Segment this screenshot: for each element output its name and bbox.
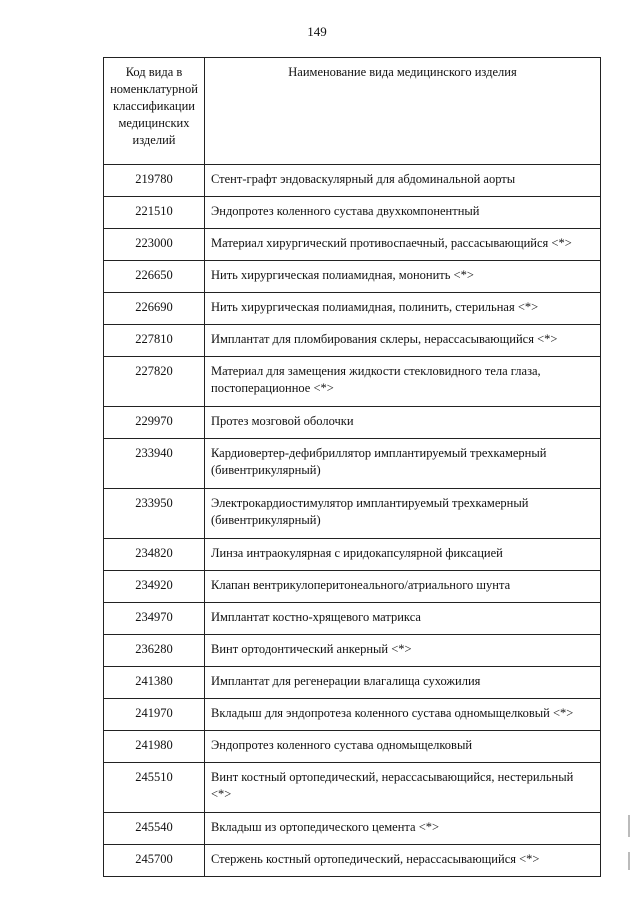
- row-code: 245700: [104, 845, 205, 877]
- row-code: 221510: [104, 197, 205, 229]
- row-name: Вкладыш из ортопедического цемента <*>: [205, 813, 601, 845]
- table-row: [104, 229, 601, 261]
- table-row: [104, 635, 601, 667]
- row-code: 233940: [104, 439, 205, 489]
- row-code: 223000: [104, 229, 205, 261]
- table-row: [104, 699, 601, 731]
- row-name: Эндопротез коленного сустава двухкомпонентный: [205, 197, 601, 229]
- row-name: Имплантат костно-хрящевого матрикса: [205, 603, 601, 635]
- row-code: 245510: [104, 763, 205, 813]
- row-code: 241970: [104, 699, 205, 731]
- row-code: 241980: [104, 731, 205, 763]
- row-code: 219780: [104, 165, 205, 197]
- row-name: Линза интраокулярная с иридокапсулярной фиксацией: [205, 539, 601, 571]
- page-number: 149: [307, 24, 327, 39]
- table-row: [104, 845, 601, 877]
- header-name: Наименование вида медицинского изделия: [205, 58, 601, 165]
- table-row: [104, 325, 601, 357]
- row-name: Эндопротез коленного сустава одномыщелковый: [205, 731, 601, 763]
- row-name: Клапан вентрикулоперитонеального/атриального шунта: [205, 571, 601, 603]
- row-name: Материал для замещения жидкости стекловидного тела глаза, постоперационное <*>: [205, 357, 601, 407]
- row-code: 226650: [104, 261, 205, 293]
- row-name: Кардиовертер-дефибриллятор имплантируемый трехкамерный (бивентрикулярный): [205, 439, 601, 489]
- row-code: 241380: [104, 667, 205, 699]
- table-row: [104, 813, 601, 845]
- table-header-row: [104, 58, 601, 165]
- row-code: 226690: [104, 293, 205, 325]
- table-row: [104, 667, 601, 699]
- row-code: 229970: [104, 407, 205, 439]
- row-name: Нить хирургическая полиамидная, мононить <*>: [205, 261, 601, 293]
- table-row: [104, 407, 601, 439]
- header-code: Код вида в номенклатурной классификации медицинских изделий: [104, 58, 205, 165]
- row-name: Вкладыш для эндопротеза коленного сустава одномыщелковый <*>: [205, 699, 601, 731]
- table-row: [104, 165, 601, 197]
- row-name: Стент-графт эндоваскулярный для абдоминальной аорты: [205, 165, 601, 197]
- medical-devices-table: [103, 57, 601, 877]
- row-code: 227810: [104, 325, 205, 357]
- row-name: Винт ортодонтический анкерный <*>: [205, 635, 601, 667]
- row-name: Имплантат для пломбирования склеры, нерассасывающийся <*>: [205, 325, 601, 357]
- scan-edge-mark: [628, 852, 630, 870]
- row-code: 233950: [104, 489, 205, 539]
- table-row: [104, 197, 601, 229]
- row-code: 234970: [104, 603, 205, 635]
- row-code: 234820: [104, 539, 205, 571]
- scan-edge-mark: [628, 815, 630, 837]
- row-code: 227820: [104, 357, 205, 407]
- table-row: [104, 261, 601, 293]
- row-name: Электрокардиостимулятор имплантируемый трехкамерный (бивентрикулярный): [205, 489, 601, 539]
- table-row: [104, 571, 601, 603]
- table-row: [104, 489, 601, 539]
- row-name: Протез мозговой оболочки: [205, 407, 601, 439]
- table-row: [104, 357, 601, 407]
- row-code: 245540: [104, 813, 205, 845]
- row-name: Имплантат для регенерации влагалища сухожилия: [205, 667, 601, 699]
- row-name: Нить хирургическая полиамидная, полинить, стерильная <*>: [205, 293, 601, 325]
- row-name: Винт костный ортопедический, нерассасывающийся, нестерильный <*>: [205, 763, 601, 813]
- row-name: Материал хирургический противоспаечный, рассасывающийся <*>: [205, 229, 601, 261]
- table-row: [104, 293, 601, 325]
- row-code: 234920: [104, 571, 205, 603]
- row-code: 236280: [104, 635, 205, 667]
- table-row: [104, 439, 601, 489]
- table-row: [104, 539, 601, 571]
- table-row: [104, 731, 601, 763]
- table-row: [104, 763, 601, 813]
- row-name: Стержень костный ортопедический, нерассасывающийся <*>: [205, 845, 601, 877]
- table-row: [104, 603, 601, 635]
